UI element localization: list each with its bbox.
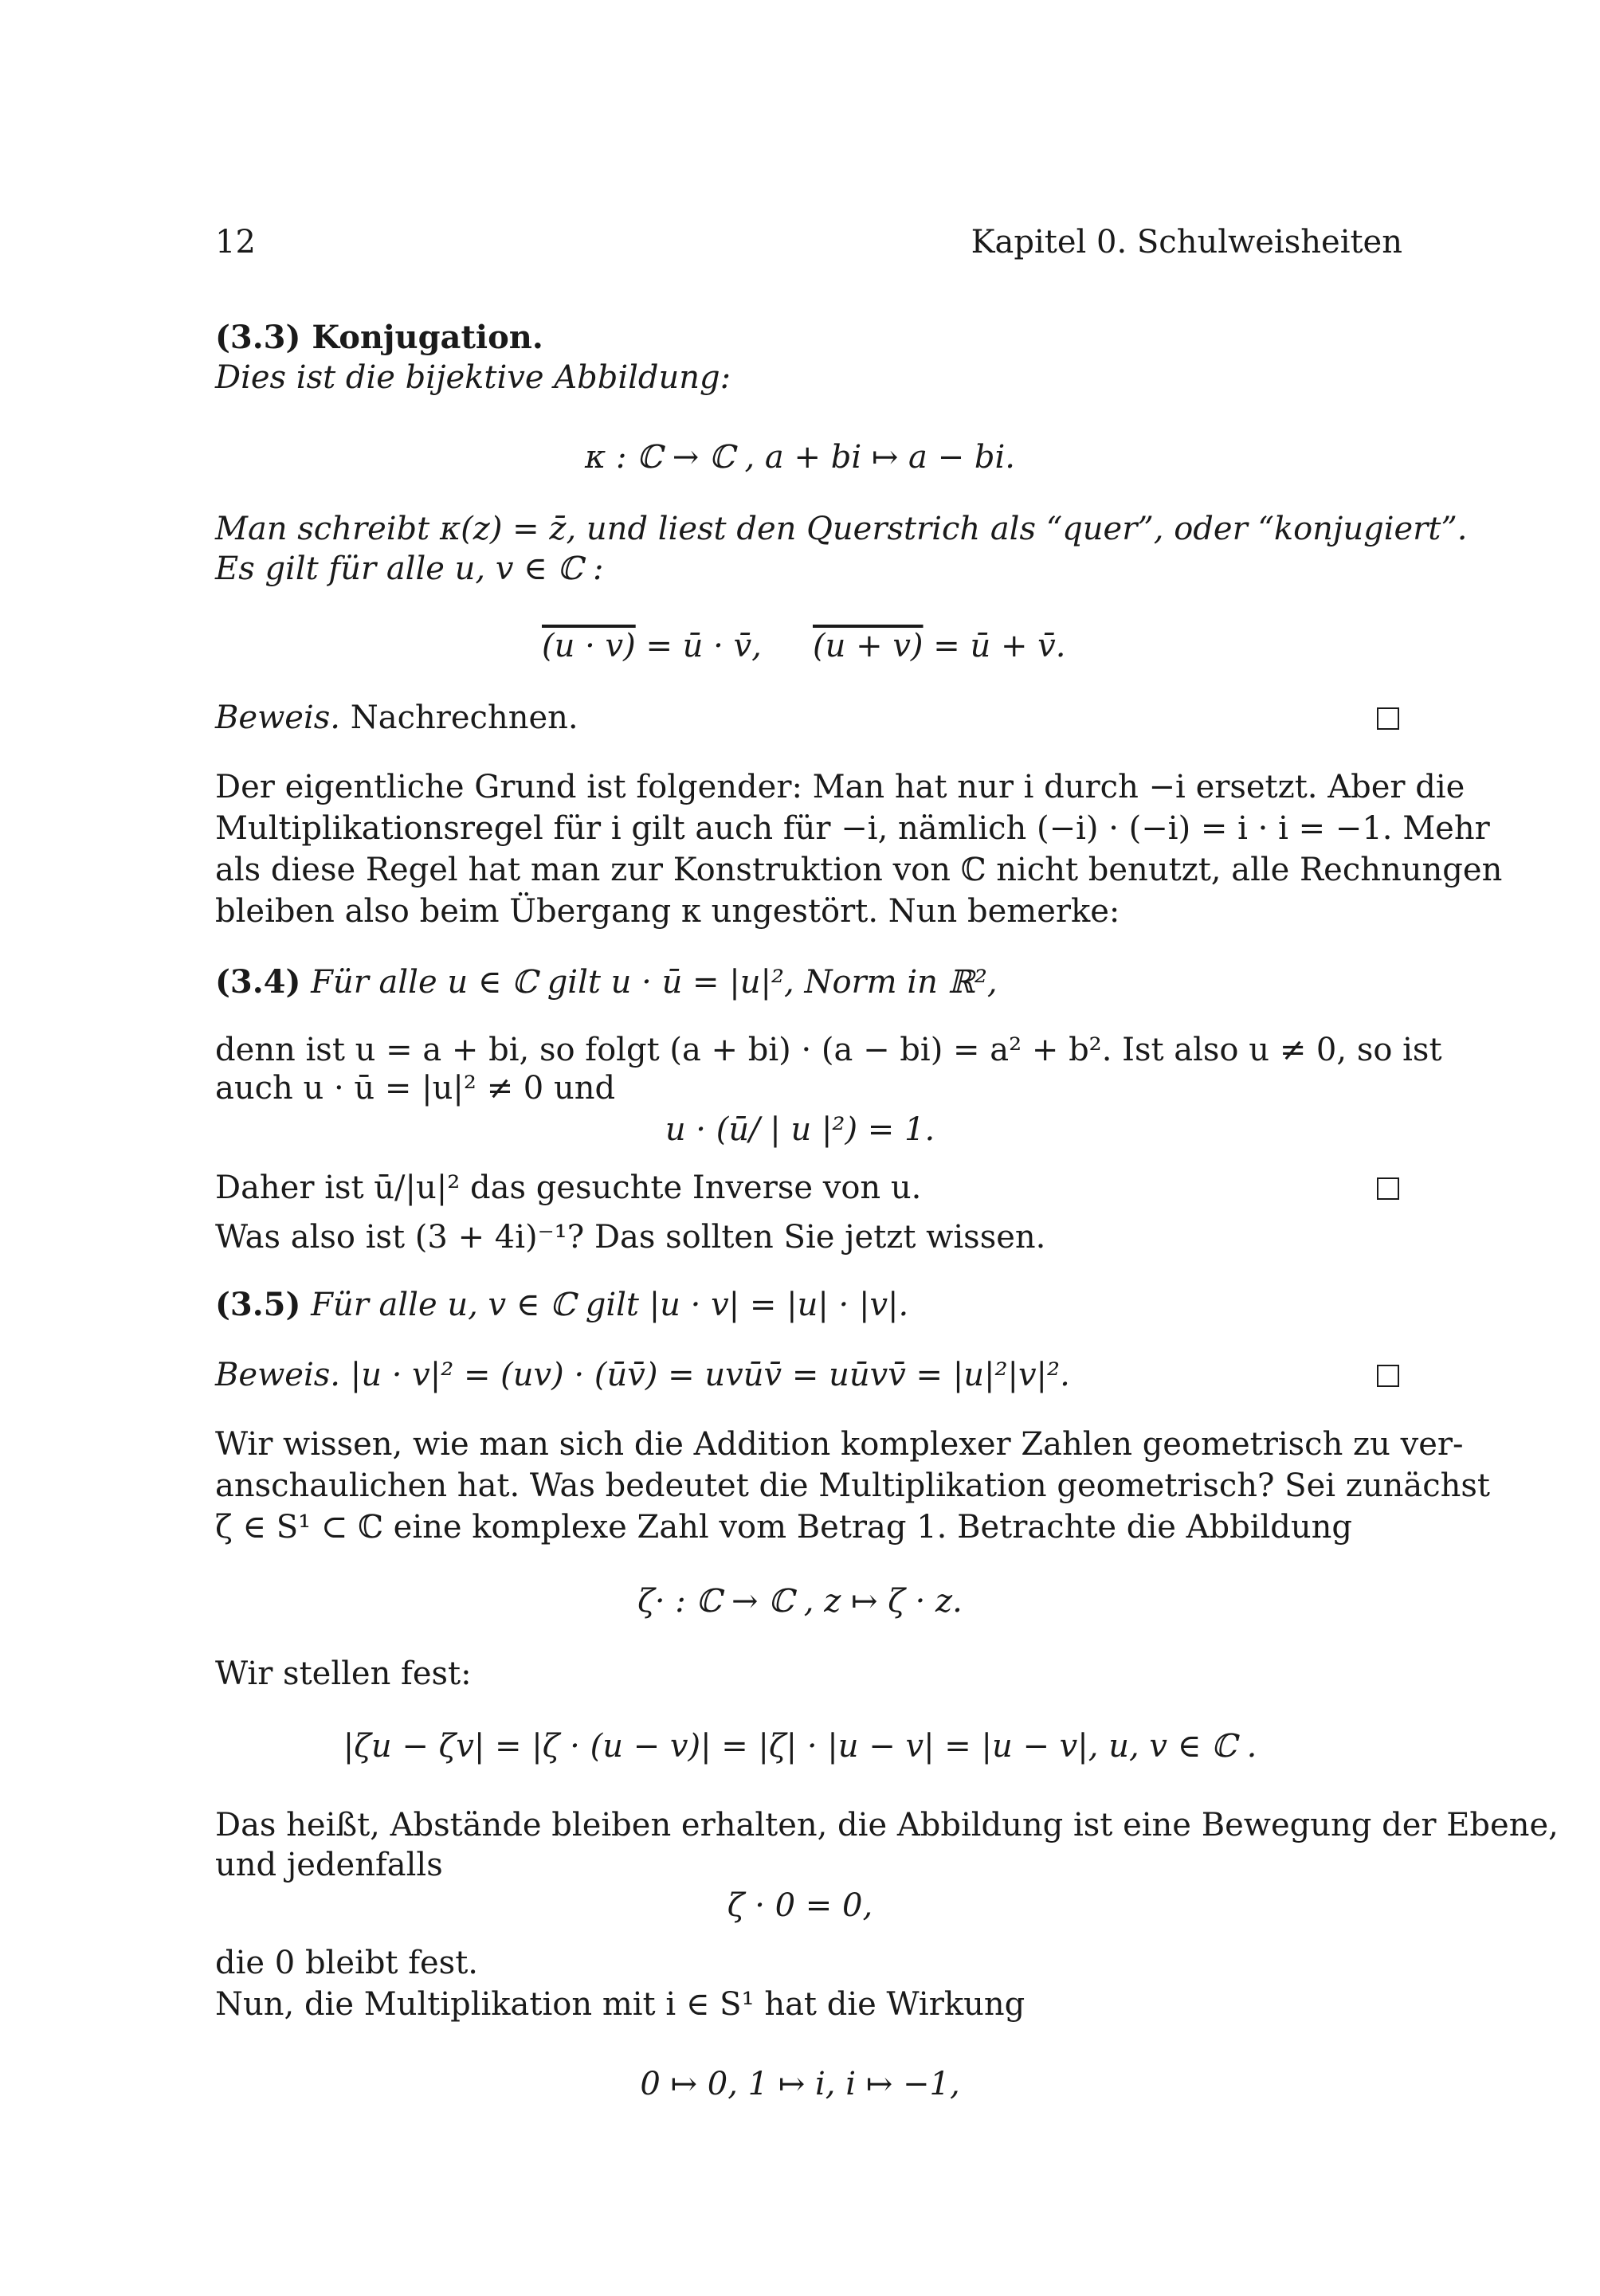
formula-conjugation-map: κ : ℂ → ℂ , a + bi ↦ a − bi. (585, 439, 1015, 476)
paragraph-line: Der eigentliche Grund ist folgender: Man hat nur i durch −i ersetzt. Aber die (215, 769, 1465, 805)
statement-3-5 (215, 1284, 908, 1326)
identity-sum-rhs: = ū + v̄. (933, 628, 1066, 664)
paragraph-line: Multiplikationsregel für i gilt auch für −i, nämlich (−i) · (−i) = i · i = −1. Mehr (215, 810, 1490, 847)
statement-3-4 (215, 962, 998, 1003)
qed-box (1377, 1365, 1399, 1387)
proof-label: Beweis. (215, 699, 341, 736)
proof-3-3 (215, 697, 578, 739)
section-intro-3-3: Dies ist die bijektive Abbildung: (215, 359, 731, 396)
formula-rotation-map: ζ· : ℂ → ℂ , z ↦ ζ · z. (637, 1583, 963, 1620)
formula-multiplication-i: 0 ↦ 0, 1 ↦ i, i ↦ −1, (640, 2066, 960, 2102)
paragraph-line: auch u · ū = |u|² ≠ 0 und (215, 1070, 616, 1107)
identity-sum (813, 625, 1065, 667)
page-number: 12 (215, 224, 256, 261)
statement-text: Für alle u ∈ ℂ gilt u · ū = |u|², Norm in ℝ², (311, 964, 998, 1001)
paragraph-line: denn ist u = a + bi, so folgt (a + bi) · (a − bi) = a² + b². Ist also u ≠ 0, so ist (215, 1032, 1442, 1068)
formula-inverse: u · (ū/ | u |²) = 1. (665, 1111, 935, 1148)
paragraph-line: Wir wissen, wie man sich die Addition komplexer Zahlen geometrisch zu ver- (215, 1426, 1464, 1463)
statement-number: (3.4) (215, 963, 301, 1001)
paragraph-line: ζ ∈ S¹ ⊂ ℂ eine komplexe Zahl vom Betrag 1. Betrachte die Abbildung (215, 1509, 1353, 1546)
paragraph-line: anschaulichen hat. Was bedeutet die Multiplikation geometrisch? Sei zunächst (215, 1467, 1490, 1504)
formula-zero-fixed: ζ · 0 = 0, (727, 1887, 873, 1924)
paragraph-line: und jedenfalls (215, 1847, 443, 1883)
paragraph-line: Wir stellen fest: (215, 1655, 472, 1692)
formula-distance: |ζu − ζv| = |ζ · (u − v)| = |ζ| · |u − v| = |u − v|, u, v ∈ ℂ . (343, 1728, 1257, 1765)
identity-product-lhs: (u · v) (542, 628, 636, 664)
running-title: Kapitel 0. Schulweisheiten (971, 224, 1402, 261)
conjugation-rule-intro: Es gilt für alle u, v ∈ ℂ : (215, 550, 604, 587)
proof-label: Beweis. (215, 1357, 341, 1393)
paragraph-line: als diese Regel hat man zur Konstruktion von ℂ nicht benutzt, alle Rechnungen (215, 852, 1503, 888)
statement-number: (3.5) (215, 1286, 301, 1323)
paragraph-line: Das heißt, Abstände bleiben erhalten, die Abbildung ist eine Bewegung der Ebene, (215, 1807, 1559, 1843)
paragraph-line: Daher ist ū/|u|² das gesuchte Inverse von u. (215, 1170, 922, 1206)
identity-product-rhs: = ū · v̄, (645, 628, 762, 664)
paragraph-line: Was also ist (3 + 4i)⁻¹? Das sollten Sie jetzt wissen. (215, 1219, 1046, 1256)
section-title-3-3: (3.3) Konjugation. (215, 319, 543, 356)
identity-sum-lhs: (u + v) (813, 628, 924, 664)
proof-text: |u · v|² = (uv) · (ūv̄) = uvūv̄ = uūvv̄ = |u|²|v|². (350, 1357, 1070, 1393)
paragraph-line: bleiben also beim Übergang κ ungestört. Nun bemerke: (215, 893, 1120, 930)
identity-product (542, 625, 762, 667)
proof-text: Nachrechnen. (350, 699, 578, 736)
qed-box (1377, 707, 1399, 730)
conjugation-notation-text: Man schreibt κ(z) = z̄, und liest den Querstrich als “quer”, oder “konjugiert”. (215, 511, 1468, 547)
paragraph-line: Nun, die Multiplikation mit i ∈ S¹ hat die Wirkung (215, 1986, 1025, 2023)
qed-box (1377, 1177, 1399, 1200)
proof-3-5 (215, 1354, 1070, 1396)
statement-text: Für alle u, v ∈ ℂ gilt |u · v| = |u| · |v|. (311, 1287, 909, 1323)
paragraph-line: die 0 bleibt fest. (215, 1945, 478, 1981)
